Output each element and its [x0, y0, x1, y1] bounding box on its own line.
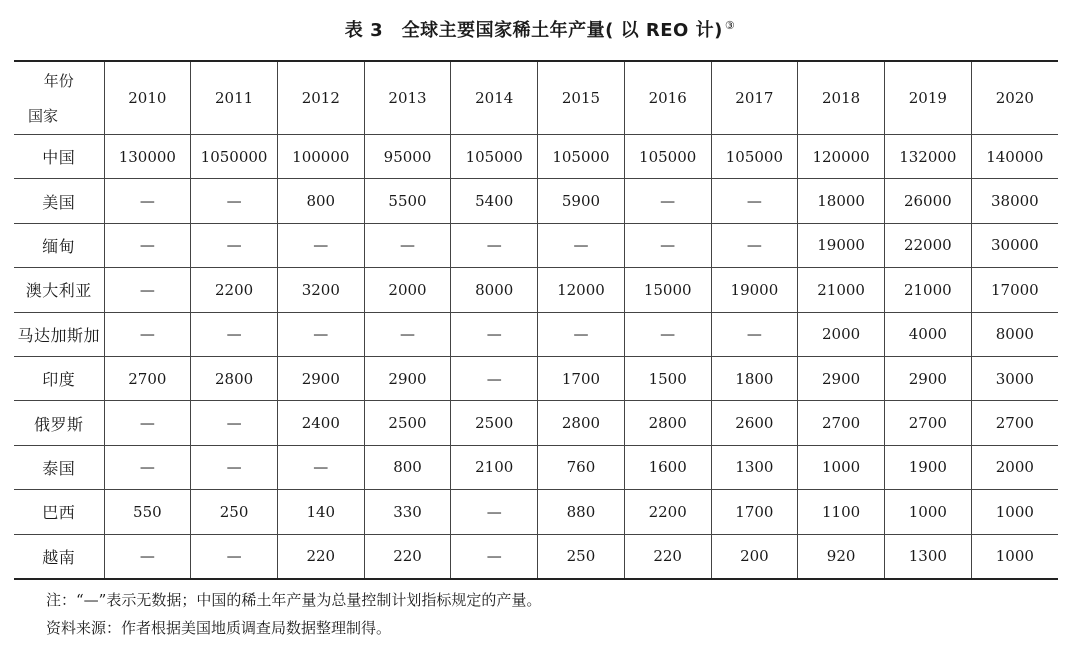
value-cell: 200: [711, 534, 798, 579]
year-header: 2016: [624, 61, 711, 135]
value-cell: 250: [191, 490, 278, 534]
value-cell: 550: [104, 490, 191, 534]
table-row: [14, 445, 1058, 489]
country-cell: 印度: [14, 356, 104, 400]
value-cell: 100000: [277, 135, 364, 179]
value-cell: 1050000: [191, 135, 278, 179]
table-body: [14, 135, 1058, 579]
value-cell: 8000: [451, 268, 538, 312]
value-cell: 5900: [538, 179, 625, 223]
value-cell: —: [538, 223, 625, 267]
value-cell: 2600: [711, 401, 798, 445]
value-cell: 2100: [451, 445, 538, 489]
value-cell: —: [104, 445, 191, 489]
value-cell: 105000: [538, 135, 625, 179]
value-cell: 2200: [191, 268, 278, 312]
value-cell: —: [364, 223, 451, 267]
value-cell: 26000: [884, 179, 971, 223]
table-row: [14, 490, 1058, 534]
value-cell: 120000: [798, 135, 885, 179]
value-cell: 105000: [711, 135, 798, 179]
table-row: [14, 534, 1058, 579]
value-cell: 8000: [971, 312, 1058, 356]
value-cell: 2900: [364, 356, 451, 400]
value-cell: —: [104, 312, 191, 356]
value-cell: 5500: [364, 179, 451, 223]
value-cell: 800: [277, 179, 364, 223]
value-cell: —: [277, 312, 364, 356]
value-cell: —: [711, 179, 798, 223]
table-row: [14, 268, 1058, 312]
country-cell: 巴西: [14, 490, 104, 534]
value-cell: 3200: [277, 268, 364, 312]
table-notes: [46, 586, 541, 642]
value-cell: —: [277, 223, 364, 267]
value-cell: —: [277, 445, 364, 489]
country-cell: 美国: [14, 179, 104, 223]
value-cell: 220: [277, 534, 364, 579]
value-cell: 1000: [971, 534, 1058, 579]
footnote-marker: ③: [724, 19, 736, 32]
year-header: 2010: [104, 61, 191, 135]
table-title: [0, 16, 1080, 42]
value-cell: 30000: [971, 223, 1058, 267]
value-cell: 800: [364, 445, 451, 489]
value-cell: —: [104, 268, 191, 312]
value-cell: —: [104, 401, 191, 445]
year-header: 2011: [191, 61, 278, 135]
value-cell: 2000: [971, 445, 1058, 489]
value-cell: —: [191, 534, 278, 579]
value-cell: —: [191, 223, 278, 267]
value-cell: —: [451, 223, 538, 267]
value-cell: 21000: [884, 268, 971, 312]
corner-header-year: 年份: [43, 72, 74, 90]
value-cell: —: [711, 312, 798, 356]
value-cell: 2800: [624, 401, 711, 445]
value-cell: 2400: [277, 401, 364, 445]
value-cell: 19000: [798, 223, 885, 267]
table-row: [14, 312, 1058, 356]
value-cell: —: [104, 534, 191, 579]
corner-header: [14, 61, 104, 135]
value-cell: 1700: [538, 356, 625, 400]
value-cell: 1300: [711, 445, 798, 489]
value-cell: 1100: [798, 490, 885, 534]
value-cell: 3000: [971, 356, 1058, 400]
value-cell: 132000: [884, 135, 971, 179]
source-text: 资料来源：作者根据美国地质调查局数据整理制得。: [46, 619, 392, 637]
table-row: [14, 135, 1058, 179]
value-cell: 1600: [624, 445, 711, 489]
year-header: 2017: [711, 61, 798, 135]
value-cell: 2500: [451, 401, 538, 445]
year-header: 2015: [538, 61, 625, 135]
value-cell: —: [104, 223, 191, 267]
value-cell: 760: [538, 445, 625, 489]
value-cell: 2700: [798, 401, 885, 445]
value-cell: 140000: [971, 135, 1058, 179]
value-cell: 2000: [364, 268, 451, 312]
value-cell: 5400: [451, 179, 538, 223]
value-cell: 18000: [798, 179, 885, 223]
value-cell: 2800: [538, 401, 625, 445]
value-cell: —: [624, 312, 711, 356]
table-title-text: 表 3 全球主要国家稀土年产量( 以 REO 计): [344, 20, 723, 41]
table-row: [14, 356, 1058, 400]
value-cell: 2200: [624, 490, 711, 534]
value-cell: 1900: [884, 445, 971, 489]
value-cell: 1500: [624, 356, 711, 400]
country-cell: 澳大利亚: [14, 268, 104, 312]
value-cell: 15000: [624, 268, 711, 312]
year-header: 2018: [798, 61, 885, 135]
header-row: [14, 61, 1058, 135]
value-cell: 4000: [884, 312, 971, 356]
year-header: 2014: [451, 61, 538, 135]
value-cell: —: [711, 223, 798, 267]
value-cell: 1300: [884, 534, 971, 579]
value-cell: 2700: [971, 401, 1058, 445]
value-cell: 22000: [884, 223, 971, 267]
value-cell: 1800: [711, 356, 798, 400]
value-cell: 105000: [624, 135, 711, 179]
value-cell: 2900: [798, 356, 885, 400]
country-cell: 泰国: [14, 445, 104, 489]
value-cell: 220: [364, 534, 451, 579]
value-cell: 2900: [277, 356, 364, 400]
country-cell: 缅甸: [14, 223, 104, 267]
country-cell: 马达加斯加: [14, 312, 104, 356]
value-cell: —: [624, 179, 711, 223]
table-row: [14, 179, 1058, 223]
note-text: 注：“—”表示无数据；中国的稀土年产量为总量控制计划指标规定的产量。: [46, 591, 542, 609]
country-cell: 俄罗斯: [14, 401, 104, 445]
value-cell: 130000: [104, 135, 191, 179]
value-cell: 140: [277, 490, 364, 534]
value-cell: 1700: [711, 490, 798, 534]
value-cell: 1000: [798, 445, 885, 489]
value-cell: 2500: [364, 401, 451, 445]
value-cell: —: [451, 312, 538, 356]
value-cell: 2800: [191, 356, 278, 400]
value-cell: 2000: [798, 312, 885, 356]
value-cell: 880: [538, 490, 625, 534]
value-cell: 105000: [451, 135, 538, 179]
value-cell: —: [364, 312, 451, 356]
country-cell: 越南: [14, 534, 104, 579]
year-header: 2012: [277, 61, 364, 135]
value-cell: —: [191, 401, 278, 445]
value-cell: 17000: [971, 268, 1058, 312]
value-cell: 2700: [104, 356, 191, 400]
rare-earth-production-table: [14, 60, 1058, 580]
value-cell: 95000: [364, 135, 451, 179]
value-cell: —: [451, 356, 538, 400]
value-cell: —: [451, 490, 538, 534]
value-cell: 1000: [884, 490, 971, 534]
value-cell: —: [104, 179, 191, 223]
value-cell: 330: [364, 490, 451, 534]
value-cell: 250: [538, 534, 625, 579]
year-header: 2013: [364, 61, 451, 135]
value-cell: 21000: [798, 268, 885, 312]
value-cell: 220: [624, 534, 711, 579]
value-cell: 2900: [884, 356, 971, 400]
value-cell: —: [538, 312, 625, 356]
value-cell: 920: [798, 534, 885, 579]
year-header: 2020: [971, 61, 1058, 135]
year-header: 2019: [884, 61, 971, 135]
value-cell: 12000: [538, 268, 625, 312]
corner-header-country: 国家: [28, 107, 59, 125]
value-cell: 1000: [971, 490, 1058, 534]
value-cell: 2700: [884, 401, 971, 445]
value-cell: 38000: [971, 179, 1058, 223]
country-cell: 中国: [14, 135, 104, 179]
value-cell: —: [451, 534, 538, 579]
value-cell: —: [624, 223, 711, 267]
table-row: [14, 401, 1058, 445]
value-cell: 19000: [711, 268, 798, 312]
value-cell: —: [191, 312, 278, 356]
value-cell: —: [191, 445, 278, 489]
table-row: [14, 223, 1058, 267]
value-cell: —: [191, 179, 278, 223]
